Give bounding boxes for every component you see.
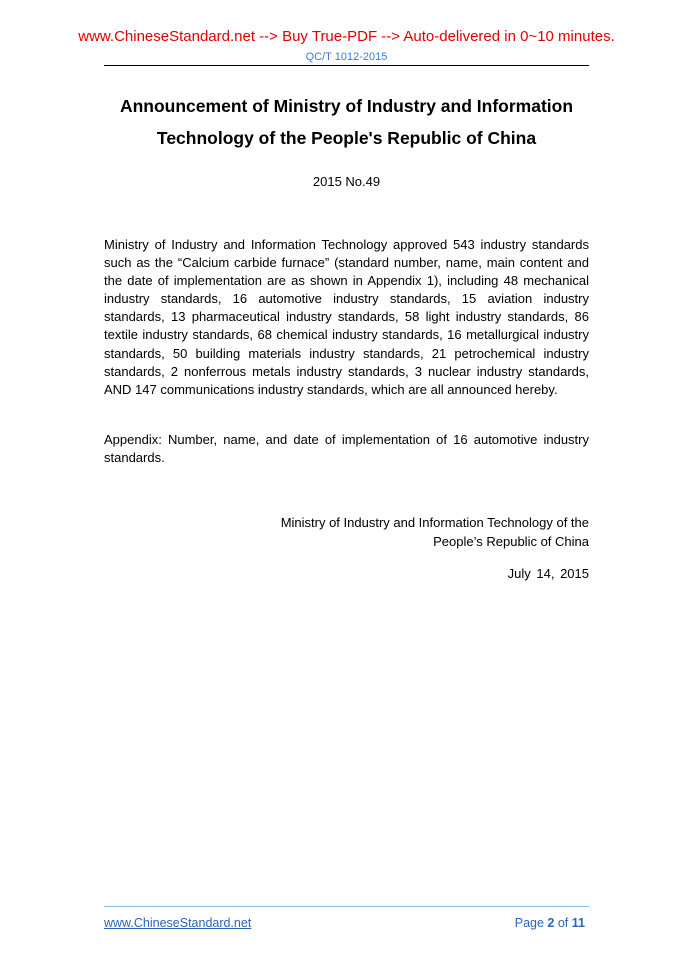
document-title (60, 90, 633, 154)
appendix-paragraph: Appendix: Number, name, and date of implementation of 16 automotive industry standards. (104, 432, 589, 466)
announcement-number: 2015 No.49 (312, 174, 381, 189)
standard-code: QC/T 1012-2015 (305, 51, 388, 63)
promo-banner[interactable]: www.ChineseStandard.net --> Buy True-PDF --> Auto-delivered in 0~10 minutes. (78, 28, 615, 45)
page-of: of (557, 916, 569, 930)
signature-line-1: Ministry of Industry and Information Technology of the (280, 515, 589, 530)
title-line-1: Announcement of Ministry of Industry and Information (119, 96, 574, 116)
header-divider (104, 65, 589, 66)
title-line-2: Technology of the People's Republic of China (156, 128, 537, 148)
signature-line-2: People’s Republic of China (433, 533, 589, 549)
footer-divider (104, 906, 589, 907)
page-prefix: Page (514, 916, 544, 930)
signature-date: July 14, 2015 (507, 566, 589, 581)
signature-block (104, 514, 589, 551)
body-paragraph-1: Ministry of Industry and Information Technology approved 543 industry standards such as the “Calcium carbide furnace” (standard number, name, main content and the date of implementation are as shown in Appendix 1), including 48 mechanical industry standards, 16 automotive industry standards, 15 aviation industry standards, 13 pharmaceutical industry standards, 58 light industry standards, 86 textile industry standards, 68 chemical industry standards, 16 metallurgical industry standards, 50 building materials industry standards, 21 petrochemical industry standards, 2 nonferrous metals industry standards, 3 nuclear industry standards, AND 147 communications industry standards, which are all announced hereby. (104, 237, 589, 397)
footer-website-link[interactable]: www.ChineseStandard.net (104, 916, 252, 930)
page-indicator (515, 916, 585, 931)
page-current: 2 (547, 916, 555, 930)
page-total: 11 (571, 916, 585, 930)
